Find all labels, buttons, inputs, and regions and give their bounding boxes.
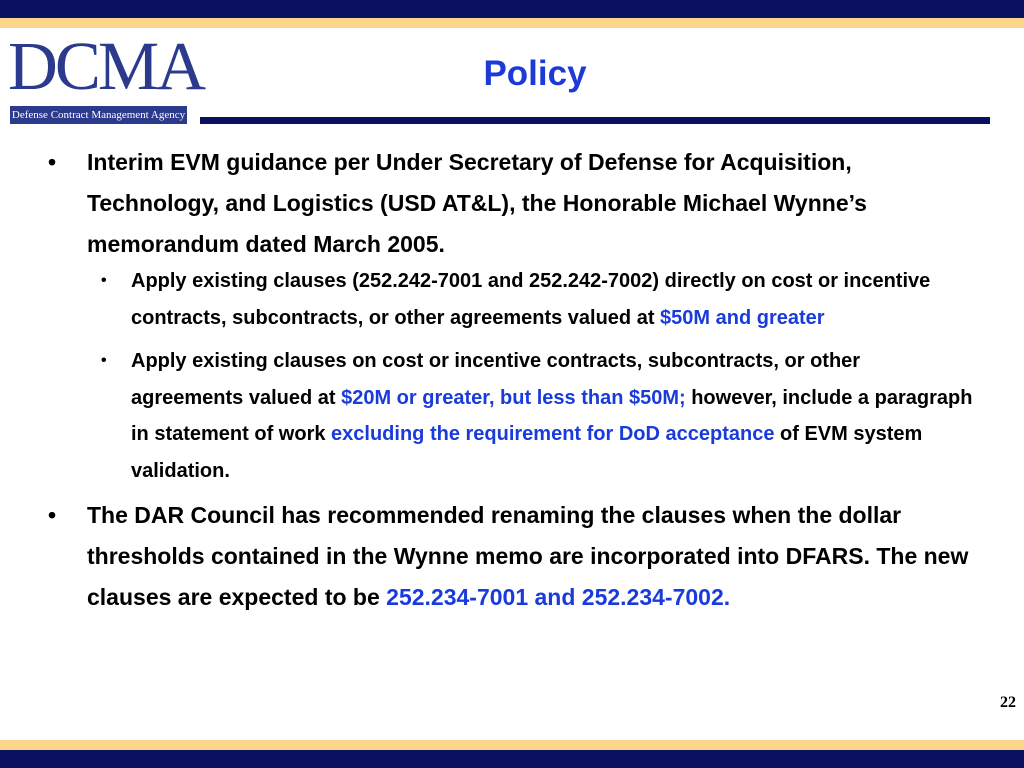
slide-content [44, 142, 974, 618]
logo-tagline: Defense Contract Management Agency [10, 106, 187, 124]
sub-bullet-1 [87, 263, 974, 336]
sub-bullet-dot: • [101, 272, 107, 289]
logo-wordmark: DCMA [8, 28, 204, 104]
sub-bullet-2-text-a: Apply existing clauses on cost or incentive contracts, subcontracts, or other agreements valued at [131, 350, 861, 409]
page-number: 22 [1000, 694, 1016, 711]
bullet-2 [44, 495, 974, 618]
top-navy-band [0, 0, 1024, 18]
bullet-2-highlight: 252.234-7001 and 252.234-7002. [386, 584, 731, 610]
slide-title: Policy [483, 54, 587, 93]
bullet-dot: • [48, 149, 57, 175]
sub-bullet-2-highlight-a: $20M or greater, but less than $50M; [341, 386, 686, 409]
bullet-1 [44, 142, 974, 265]
sub-bullet-dot: • [101, 352, 107, 369]
sub-bullet-2-text-c: of EVM system validation. [131, 423, 923, 482]
sub-bullet-1-highlight: $50M and greater [660, 306, 825, 329]
title-rule [200, 117, 990, 124]
bullet-dot: • [48, 502, 57, 528]
bullet-2-text: The DAR Council has recommended renaming the clauses when the dollar thresholds contained in the Wynne memo are incorporated into DFARS. The new clauses are expected to be [87, 502, 969, 610]
bottom-navy-band [0, 750, 1024, 768]
sub-bullet-2-highlight-b: excluding the requirement for DoD acceptance [331, 423, 775, 445]
top-gold-band [0, 18, 1024, 28]
sub-bullet-2-text-b: however, include a paragraph in statement of work [131, 386, 973, 445]
bottom-gold-band [0, 740, 1024, 750]
sub-bullet-1-text: Apply existing clauses (252.242-7001 and 252.242-7002) directly on cost or incentive contracts, subcontracts, or other agreements valued at [131, 270, 931, 329]
dcma-logo [8, 28, 204, 126]
sub-bullet-2 [87, 343, 974, 489]
bullet-1-text: Interim EVM guidance per Under Secretary of Defense for Acquisition, Technology, and Logistics (USD AT&L), the Honorable Michael Wynne’s memorandum dated March 2005. [87, 149, 867, 257]
